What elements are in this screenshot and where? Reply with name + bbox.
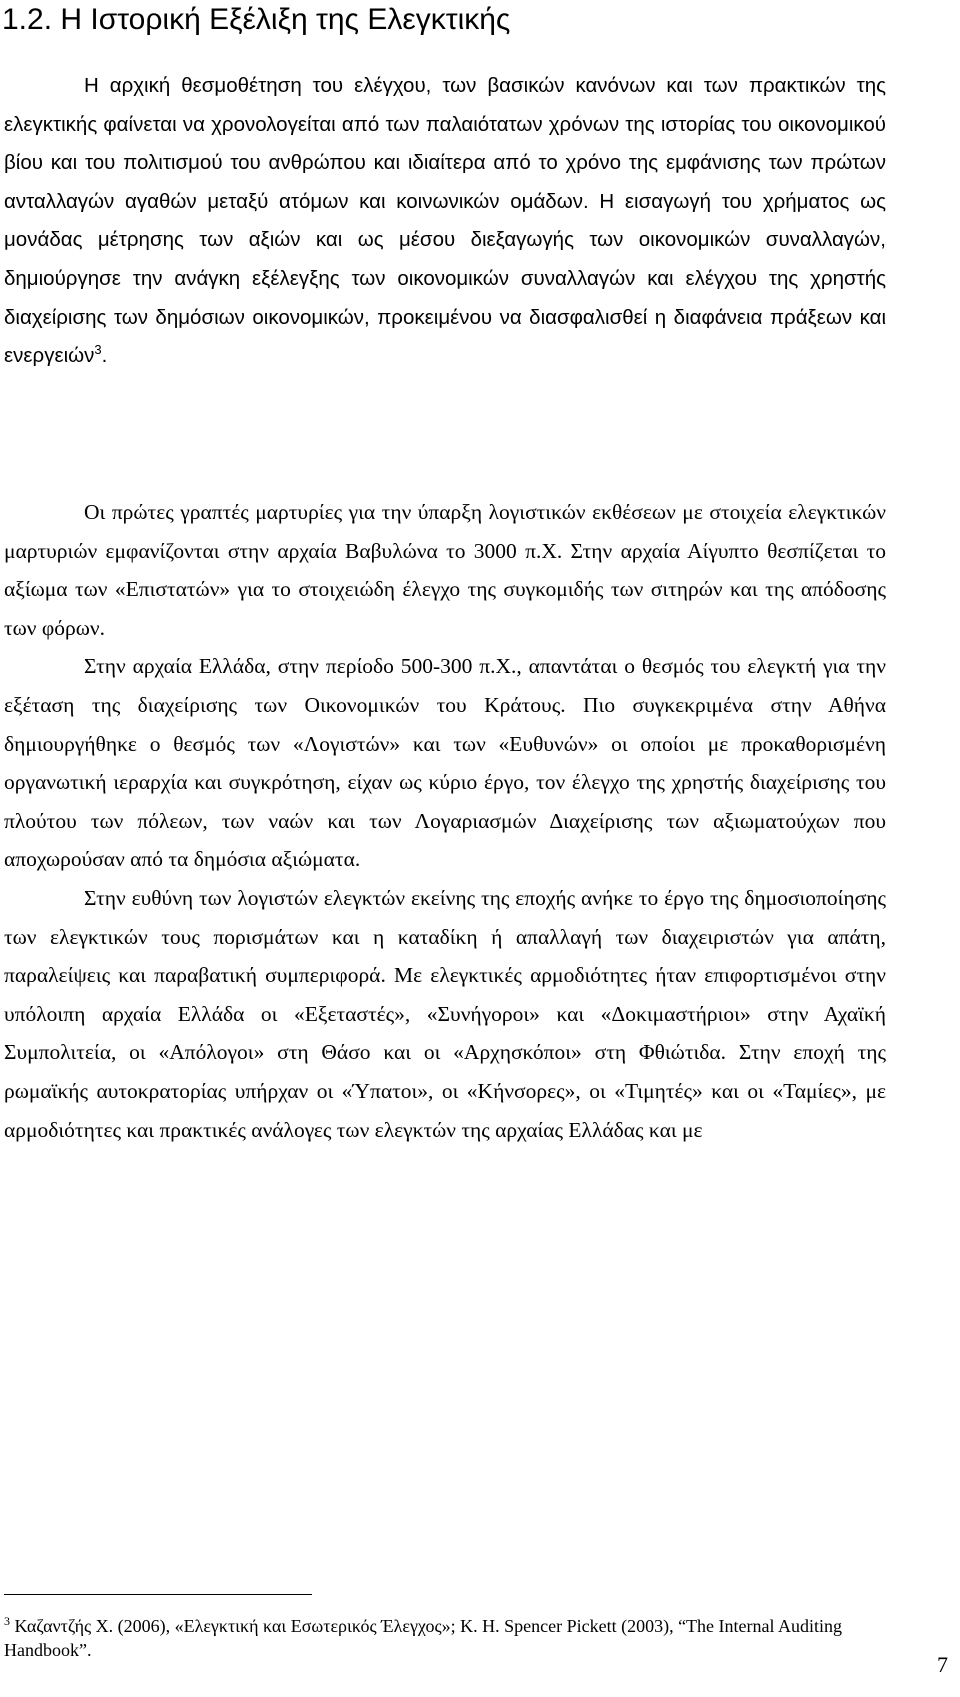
paragraph-1-text: Η αρχική θεσμοθέτηση του ελέγχου, των βασικών κανόνων και των πρακτικών της ελεγκτικής φαίνεται να χρονολογείται από των παλαιότατων χρόνων της ιστορίας του οικονομικού βίου και του πολιτισμού του ανθρώπου και ιδιαίτερα από το χρόνο της εμφάνισης των πρώτων ανταλλαγών αγαθών μεταξύ ατόμων και κοινωνικών ομάδων. Η εισαγωγή του χρήματος ως μονάδας μέτρησης των αξιών και ως μέσου διεξαγωγής των οικονομικών συναλλαγών, δημιούργησε την ανάγκη εξέλεγξης των οικονομικών συναλλαγών και ελέγχου της χρηστής διαχείρισης των δημόσιων οικονομικών, προκειμένου να διασφαλισθεί η διαφάνεια πράξεων και ενεργειών (4, 74, 886, 368)
paragraph-1-suffix: . (101, 344, 108, 368)
history-text-block (4, 493, 886, 1149)
paragraph-1 (4, 67, 886, 376)
paragraph-3: Στην αρχαία Ελλάδα, στην περίοδο 500-300 π.Χ., απαντάται ο θεσμός του ελεγκτή για την εξέταση της διαχείρισης των Οικονομικών του Κράτους. Πιο συγκεκριμένα στην Αθήνα δημιουργήθηκε ο θεσμός των «Λογιστών» και των «Ευθυνών» οι οποίοι με προκαθορισμένη οργανωτική ιεραρχία και συγκρότηση, είχαν ως κύριο έργο, τον έλεγχο της χρηστής διαχείρισης του πλούτου των πόλεων, των ναών και των Λογαριασμών Διαχείρισης των αξιωματούχων που αποχωρούσαν από τα δημόσια αξιώματα. (4, 654, 886, 872)
footnote-reference[interactable]: 3 (94, 342, 102, 358)
footnote (4, 1614, 864, 1662)
footnote-separator (4, 1594, 312, 1595)
section-heading: 1.2. Η Ιστορική Εξέλιξη της Ελεγκτικής (2, 3, 511, 36)
paragraph-2: Οι πρώτες γραπτές μαρτυρίες για την ύπαρξη λογιστικών εκθέσεων με στοιχεία ελεγκτικών μαρτυριών εμφανίζονται στην αρχαία Βαβυλώνα το 3000 π.Χ. Στην αρχαία Αίγυπτο θεσπίζεται το αξίωμα των «Επιστατών» για το στοιχειώδη έλεγχο της συγκομιδής των σιτηρών και της απόδοσης των φόρων. (4, 500, 886, 640)
footnote-text: Καζαντζής Χ. (2006), «Ελεγκτική και Εσωτερικός Έλεγχος»; K. H. Spencer Pickett (2003), “The Internal Auditing Handbook”. (4, 1616, 843, 1660)
page-number: 7 (937, 1652, 948, 1677)
intro-text-block (4, 67, 886, 376)
footnote-marker: 3 (4, 1614, 10, 1628)
paragraph-4: Στην ευθύνη των λογιστών ελεγκτών εκείνης της εποχής ανήκε το έργο της δημοσιοποίησης των ελεγκτικών τους πορισμάτων και η καταδίκη ή απαλλαγή των διαχειριστών για απάτη, παραλείψεις και παραβατική συμπεριφορά. Με ελεγκτικές αρμοδιότητες ήταν επιφορτισμένοι στην υπόλοιπη αρχαία Ελλάδα οι «Εξεταστές», «Συνήγοροι» και «Δοκιμαστήριοι» στην Αχαϊκή Συμπολιτεία, οι «Απόλογοι» στη Θάσο και οι «Αρχησκόποι» στη Φθιώτιδα. Στην εποχή της ρωμαϊκής αυτοκρατορίας υπήρχαν οι «Ύπατοι», οι «Κήνσορες», οι «Τιμητές» και οι «Ταμίες», με αρμοδιότητες και πρακτικές ανάλογες των ελεγκτών της αρχαίας Ελλάδας και με (4, 885, 886, 1142)
